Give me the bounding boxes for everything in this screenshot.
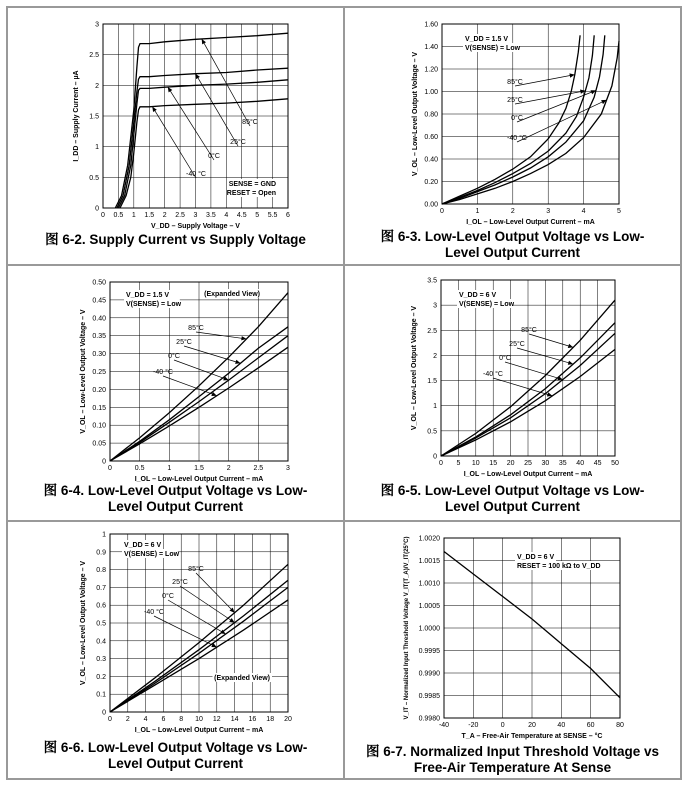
y-tick-label: 0.5: [427, 428, 437, 436]
y-tick-label: 0.2: [96, 673, 106, 681]
label-arrowhead: [568, 361, 573, 365]
y-tick-label: 0.9980: [418, 715, 440, 723]
y-tick-label: 2.5: [427, 327, 437, 335]
condition-text: V(SENSE) = Low: [459, 301, 515, 308]
series-label: 25°C: [509, 341, 525, 348]
x-tick-label: 40: [557, 722, 566, 729]
x-tick-label: 0.5: [113, 212, 124, 219]
x-tick-label: 5: [617, 208, 621, 215]
series-label: 25°C: [230, 139, 246, 146]
y-tick-label: 0.8: [96, 567, 106, 575]
series-label: 85°C: [242, 119, 258, 126]
x-tick-label: 0: [500, 722, 505, 729]
caption-6-5: 图 6-5. Low-Level Output Voltage vs Low-Level Output Current: [380, 483, 645, 514]
x-tick-label: 6: [161, 716, 166, 723]
x-tick-label: 2: [226, 465, 231, 472]
x-tick-label: 15: [489, 460, 498, 467]
label-leader: [202, 39, 250, 126]
x-tick-label: 16: [248, 716, 257, 723]
label-arrowhead: [547, 392, 553, 396]
x-axis-label: I_OL – Low-Level Output Current – mA: [134, 727, 264, 734]
condition-text: V_DD = 1.5 V: [126, 292, 169, 299]
x-tick-label: 14: [230, 716, 239, 723]
y-tick-label: 0.9985: [418, 693, 440, 700]
y-tick-label: 1.0020: [418, 535, 440, 543]
label-leader: [174, 360, 229, 380]
y-tick-label: 0.40: [92, 315, 106, 323]
y-tick-label: 0.9995: [418, 648, 440, 655]
figure-cell-6-2: [7, 7, 344, 265]
x-tick-label: 1: [131, 212, 136, 219]
y-axis-label: V_OL – Low-Level Output Voltage – V: [412, 51, 419, 177]
x-tick-label: 1: [475, 208, 480, 215]
series-label-group: [152, 107, 206, 178]
y-tick-label: 1.5: [89, 113, 99, 121]
y-tick-label: 0.35: [92, 333, 106, 341]
x-axis-label: T_A – Free-Air Temperature at SENSE – °C: [461, 733, 603, 740]
x-axis-label: I_OL – Low-Level Output Current – mA: [466, 219, 595, 226]
label-arrowhead: [235, 360, 240, 364]
x-tick-label: 0.5: [134, 465, 145, 472]
y-tick-label: 0.4: [96, 638, 106, 646]
y-tick-label: 0: [433, 453, 437, 461]
y-tick-label: 1.0000: [418, 625, 440, 633]
figure-cell-6-4: [7, 265, 344, 521]
y-tick-label: 0.30: [92, 351, 106, 359]
y-tick-label: 1.0010: [418, 580, 440, 588]
x-tick-label: 8: [179, 716, 184, 723]
x-tick-label: 5: [456, 460, 461, 467]
x-tick-label: 1: [167, 465, 172, 472]
x-tick-label: -40: [438, 722, 450, 729]
y-tick-label: 0: [102, 458, 106, 466]
series-label-group: [168, 87, 220, 160]
x-tick-label: 30: [541, 460, 550, 467]
x-tick-label: 12: [212, 716, 221, 723]
caption-6-7: 图 6-7. Normalized Input Threshold Voltage vs Free-Air Temperature At Sense: [365, 744, 660, 775]
series-label: 85°C: [507, 79, 523, 86]
figure-cell-6-6: [7, 521, 344, 779]
x-tick-label: 10: [471, 460, 480, 467]
series-label-group: [144, 608, 217, 647]
y-axis-label: V_OL – Low-Level Output Voltage – V: [411, 305, 418, 431]
y-tick-label: 3: [433, 302, 437, 310]
series-label-group: [188, 324, 246, 340]
y-tick-label: 1.5: [427, 378, 437, 386]
x-axis-label: V_DD – Supply Voltage – V: [151, 223, 240, 230]
y-tick-label: 1.00: [424, 89, 438, 96]
series-label: 25°C: [176, 339, 192, 346]
series-label-group: [176, 338, 240, 364]
condition-text: SENSE = GND: [228, 181, 276, 188]
y-tick-label: 0.7: [96, 584, 106, 592]
x-tick-label: 2: [510, 208, 515, 215]
y-tick-label: 1.40: [424, 44, 438, 51]
y-axis-label: I_DD – Supply Current – µA: [73, 70, 80, 162]
x-tick-label: 3: [193, 212, 198, 219]
condition-text: RESET = Open: [226, 190, 276, 197]
figure-grid: [6, 6, 682, 780]
y-tick-label: 0.15: [92, 404, 106, 412]
series-label-group: [521, 326, 573, 348]
label-leader: [517, 100, 607, 142]
label-leader: [152, 107, 196, 178]
x-axis-label: I_OL – Low-Level Output Current – mA: [134, 476, 264, 483]
label-leader: [505, 362, 563, 380]
label-leader: [196, 573, 235, 613]
x-tick-label: 0: [440, 208, 444, 215]
x-tick-label: 3: [546, 208, 551, 215]
x-tick-label: 45: [593, 460, 602, 467]
y-tick-label: 0.9990: [418, 670, 440, 678]
label-leader: [529, 334, 573, 347]
y-tick-label: 0: [102, 709, 106, 717]
y-tick-label: 2: [433, 352, 437, 360]
x-tick-label: 4.5: [236, 212, 247, 219]
label-leader: [515, 75, 575, 86]
label-leader: [163, 376, 217, 396]
y-axis-label: V_IT – Normalized Input Threshold Voltage V_IT(T_A)/V_IT(25°C): [404, 536, 410, 720]
series-label: -40 °C: [186, 171, 206, 178]
x-tick-label: 2: [162, 212, 167, 219]
condition-text: V_DD = 1.5 V: [465, 36, 508, 43]
y-tick-label: 0.5: [96, 620, 106, 628]
series-label: 0°C: [168, 353, 180, 360]
series-label-group: [507, 73, 575, 86]
y-tick-label: 0.00: [424, 201, 438, 209]
x-tick-label: 2.5: [253, 465, 264, 472]
y-tick-label: 2.5: [89, 52, 99, 60]
x-tick-label: 10: [195, 716, 203, 723]
caption-6-3: 图 6-3. Low-Level Output Voltage vs Low-Level Output Current: [380, 229, 645, 260]
x-axis-label: I_OL – Low-Level Output Current – mA: [463, 471, 593, 478]
series-line: [442, 41, 619, 204]
y-tick-label: 1.20: [424, 66, 438, 74]
series-label: 0°C: [499, 355, 511, 362]
caption-6-4: 图 6-4. Low-Level Output Voltage vs Low-Level Output Current: [43, 483, 308, 514]
y-tick-label: 1: [95, 144, 99, 152]
y-tick-label: 1.0015: [418, 558, 440, 565]
series-label: 25°C: [172, 579, 188, 586]
y-tick-label: 0.60: [424, 134, 438, 141]
x-tick-label: 60: [586, 722, 595, 729]
series-label: -40 °C: [144, 609, 164, 616]
x-tick-label: 5: [255, 212, 260, 219]
label-leader: [168, 87, 214, 160]
x-tick-label: 4: [581, 208, 586, 215]
series-label-group: [509, 340, 573, 365]
y-tick-label: 0.9: [96, 549, 106, 557]
label-arrowhead: [196, 74, 200, 79]
x-tick-label: 3.5: [206, 212, 216, 219]
threshold-vs-temp-chart: [345, 522, 682, 780]
x-tick-label: 50: [611, 460, 619, 467]
y-tick-label: 2: [95, 82, 99, 90]
y-axis-label: V_OL – Low-Level Output Voltage – V: [80, 309, 87, 434]
label-arrowhead: [152, 107, 157, 112]
condition-text: (Expanded View): [204, 291, 260, 298]
y-tick-label: 0.05: [92, 440, 106, 448]
condition-text: V_DD = 6 V: [517, 554, 555, 561]
y-tick-label: 1: [433, 403, 437, 411]
x-tick-label: 2.5: [175, 212, 185, 219]
x-tick-label: -20: [468, 722, 479, 729]
series-label-group: [188, 565, 234, 613]
series-label: 0°C: [162, 593, 174, 600]
series-label: -40 °C: [507, 135, 527, 142]
x-tick-label: 6: [286, 212, 290, 219]
y-tick-label: 0.5: [89, 174, 99, 182]
caption-6-2: 图 6-2. Supply Current vs Supply Voltage: [45, 232, 306, 247]
figure-cell-6-5: [344, 265, 681, 521]
series-label: 0°C: [208, 153, 220, 160]
y-tick-label: 0.50: [92, 279, 106, 287]
x-tick-label: 5.5: [267, 212, 278, 219]
y-tick-label: 0.20: [424, 179, 438, 186]
x-tick-label: 1.5: [194, 465, 204, 472]
y-tick-label: 0.45: [92, 297, 106, 305]
figure-cell-6-7: [344, 521, 681, 779]
y-tick-label: 0.3: [96, 656, 106, 664]
y-tick-label: 0.25: [92, 369, 106, 376]
y-tick-label: 0.6: [96, 602, 106, 610]
y-tick-label: 0: [95, 205, 99, 213]
x-tick-label: 80: [616, 722, 624, 729]
y-tick-label: 3.5: [427, 277, 437, 285]
x-tick-label: 35: [558, 460, 567, 467]
condition-text: V(SENSE) = Low: [124, 551, 180, 558]
series-label: 85°C: [188, 325, 204, 332]
x-tick-label: 0: [108, 465, 112, 472]
y-tick-label: 1: [102, 531, 106, 539]
x-tick-label: 40: [576, 460, 585, 467]
x-tick-label: 4: [143, 716, 148, 723]
x-tick-label: 0: [101, 212, 105, 219]
series-label-group: [511, 90, 596, 122]
label-leader: [517, 90, 596, 122]
x-tick-label: 1.5: [144, 212, 155, 219]
series-label: 25°C: [507, 97, 523, 104]
series-label: -40 °C: [483, 371, 503, 378]
y-tick-label: 0.20: [92, 386, 106, 394]
series-label: 85°C: [521, 327, 537, 334]
x-tick-label: 20: [528, 722, 536, 729]
label-arrowhead: [168, 87, 173, 92]
condition-text: RESET = 100 kΩ to V_DD: [517, 563, 601, 570]
y-tick-label: 1.0005: [418, 603, 440, 610]
condition-text: V(SENSE) = Low: [126, 301, 182, 308]
x-tick-label: 18: [266, 716, 275, 723]
x-tick-label: 20: [284, 716, 292, 723]
x-tick-label: 0: [108, 716, 112, 723]
y-tick-label: 0.40: [424, 156, 438, 164]
condition-text: V(SENSE) = Low: [465, 45, 521, 52]
x-tick-label: 2: [125, 716, 130, 723]
y-axis-label: V_OL – Low-Level Output Voltage – V: [80, 560, 87, 686]
y-tick-label: 1.60: [424, 21, 438, 29]
label-arrowhead: [568, 344, 573, 348]
y-tick-label: 3: [95, 21, 99, 29]
figure-cell-6-3: [344, 7, 681, 265]
series-label: 85°C: [188, 566, 204, 573]
y-tick-label: 0.80: [424, 111, 438, 119]
condition-text: V_DD = 6 V: [459, 292, 497, 299]
label-leader: [515, 91, 585, 104]
series-label: -40 °C: [153, 369, 173, 376]
label-arrowhead: [229, 618, 234, 623]
series-label: 0°C: [511, 115, 523, 122]
x-tick-label: 0: [439, 460, 443, 467]
y-tick-label: 0.1: [96, 691, 106, 699]
condition-text: V_DD = 6 V: [124, 542, 162, 549]
x-tick-label: 20: [506, 460, 515, 467]
condition-text: (Expanded View): [214, 675, 270, 682]
x-tick-label: 4: [224, 212, 229, 219]
supply-current-chart: [8, 8, 345, 266]
series-label-group: [172, 578, 234, 623]
x-tick-label: 25: [524, 460, 532, 467]
vol-1p5v-chart: [345, 8, 682, 266]
x-tick-label: 3: [286, 465, 290, 472]
caption-6-6: 图 6-6. Low-Level Output Voltage vs Low-Level Output Current: [43, 740, 308, 771]
y-tick-label: 0.10: [92, 422, 106, 430]
